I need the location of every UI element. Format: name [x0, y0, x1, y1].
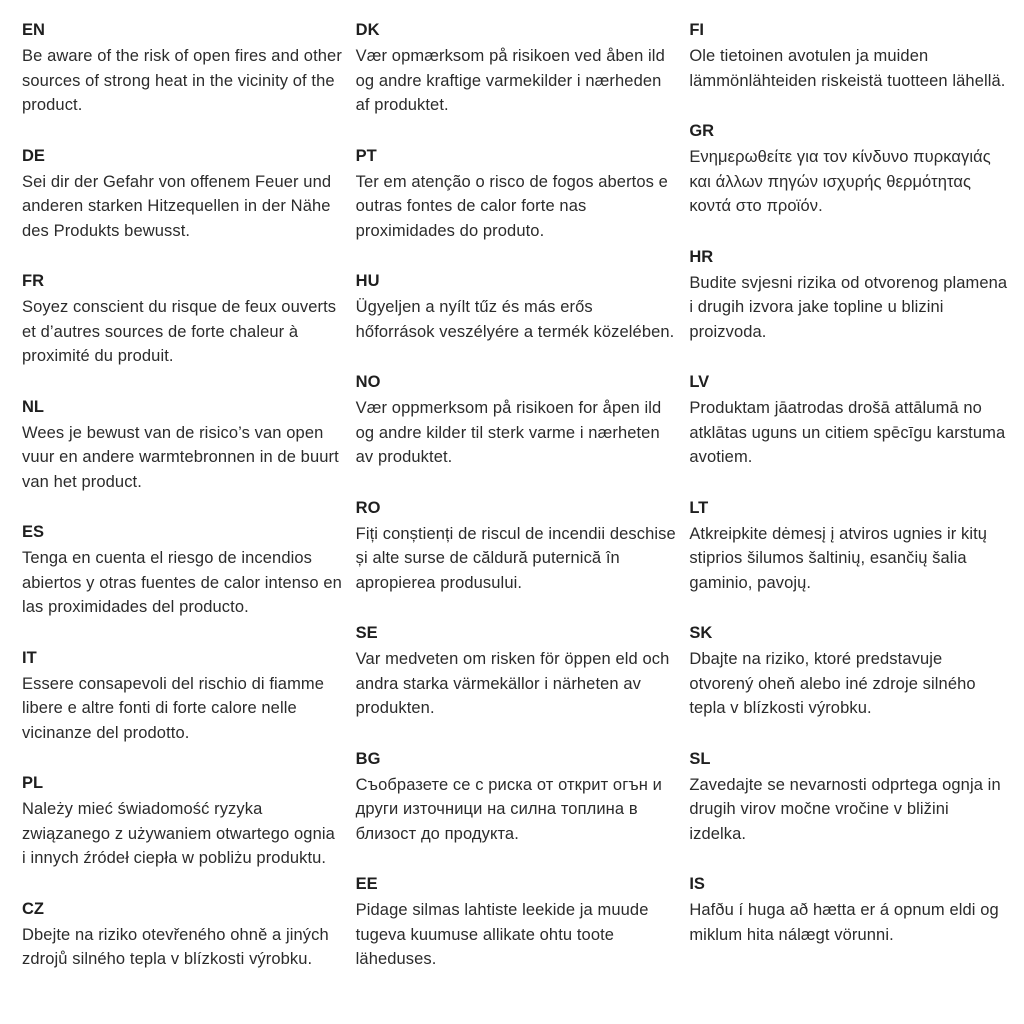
warning-text: Produktam jāatrodas drošā attālumā no atklātas uguns un citiem spēcīgu karstuma avotiem. — [689, 399, 1006, 466]
warning-entry-en — [22, 18, 343, 118]
warning-text: Zavedajte se nevarnosti odprtega ognja in drugih virov močne vročine v bližini izdelka. — [689, 775, 1001, 843]
language-code: LV — [689, 373, 710, 391]
warning-entry-pt — [356, 144, 677, 244]
language-code: DE — [22, 146, 45, 165]
warning-entry-gr — [689, 119, 1010, 219]
language-code: PT — [355, 146, 377, 165]
language-code: CZ — [22, 899, 44, 918]
language-code: SL — [689, 749, 711, 768]
warning-text: Fiți conștienți de riscul de incendii deschise și alte surse de căldură puternică în apropierea produsului. — [355, 524, 676, 592]
warning-text: Atkreipkite dėmesį į atviros ugnies ir kitų stiprios šilumos šaltinių, esančių šalia gaminio, pavojų. — [689, 524, 988, 592]
warning-entry-ee — [356, 872, 677, 972]
language-code: IT — [22, 648, 37, 667]
warning-entry-bg — [356, 747, 677, 847]
language-code: FI — [689, 21, 704, 39]
language-code: SE — [355, 624, 378, 642]
language-code: NO — [355, 373, 381, 391]
language-code: EN — [22, 21, 45, 39]
warning-entry-lt — [689, 496, 1010, 596]
language-code: HR — [689, 247, 714, 266]
language-code: FR — [22, 272, 44, 290]
language-code: RO — [355, 498, 381, 517]
warning-text: Ter em atenção o risco de fogos abertos e outras fontes de calor forte nas proximidades do produto. — [355, 172, 668, 240]
warning-entry-no — [356, 370, 677, 470]
warning-text: Pidage silmas lahtiste leekide ja muude tugeva kuumuse allikate ohtu toote läheduses. — [355, 901, 649, 968]
warning-text: Ενημερωθείτε για τον κίνδυνο πυρκαγιάς και άλλων πηγών ισχυρής θερμότητας κοντά στο προϊόν. — [689, 148, 991, 215]
warning-text: Vær opmærksom på risikoen ved åben ild og andre kraftige varmekilder i nærheden af produktet. — [355, 47, 665, 114]
warning-text: Dbejte na riziko otevřeného ohně a jiných zdrojů silného tepla v blízkosti výrobku. — [22, 925, 329, 968]
warning-entry-lv — [689, 370, 1010, 470]
warning-entry-fi — [689, 18, 1010, 93]
warning-entry-hr — [689, 245, 1010, 345]
warning-entry-fr — [22, 269, 343, 369]
language-code: DK — [355, 21, 380, 39]
column-middle — [356, 18, 677, 998]
warning-text: Sei dir der Gefahr von offenem Feuer und anderen starken Hitzequellen in der Nähe des Produkts bewusst. — [22, 172, 332, 240]
warning-text: Wees je bewust van de risico’s van open vuur en andere warmtebronnen in de buurt van het product. — [22, 423, 339, 491]
warning-entry-is — [689, 872, 1010, 947]
warning-text: Ole tietoinen avotulen ja muiden lämmönlähteiden riskeistä tuotteen lähellä. — [689, 47, 1006, 90]
warning-text: Dbajte na riziko, ktoré predstavuje otvorený oheň alebo iné zdroje silného tepla v blízkosti výrobku. — [689, 650, 976, 717]
language-code: IS — [689, 875, 705, 893]
warning-entry-nl — [22, 395, 343, 495]
warning-text: Vær oppmerksom på risikoen for åpen ild og andre kilder til sterk varme i nærheten av produktet. — [355, 399, 662, 466]
warning-entry-pl — [22, 771, 343, 871]
warning-entry-dk — [356, 18, 677, 118]
warning-entry-de — [22, 144, 343, 244]
warning-text: Съобразете се с риска от открит огън и други източници на силна топлина в близост до продукта. — [355, 775, 662, 843]
warning-text: Be aware of the risk of open fires and other sources of strong heat in the vicinity of the product. — [22, 47, 342, 114]
warning-entry-cz — [22, 897, 343, 972]
language-code: LT — [689, 498, 709, 517]
warning-entry-ro — [356, 496, 677, 596]
warning-text: Hafðu í huga að hætta er á opnum eldi og miklum hita nálægt vörunni. — [689, 901, 999, 944]
column-left — [22, 18, 343, 998]
column-right — [689, 18, 1010, 973]
warning-text: Var medveten om risken för öppen eld och andra starka värmekällor i närheten av produkten. — [355, 650, 670, 717]
language-code: BG — [355, 749, 381, 768]
warning-text: Tenga en cuenta el riesgo de incendios abiertos y otras fuentes de calor intenso en las proximidades del producto. — [22, 549, 342, 616]
warning-entry-es — [22, 520, 343, 620]
warning-entry-se — [356, 621, 677, 721]
warning-text: Budite svjesni rizika od otvorenog plamena i drugih izvora jake topline u blizini proizvoda. — [689, 273, 1008, 341]
warning-entry-sl — [689, 747, 1010, 847]
warning-text: Essere consapevoli del rischio di fiamme libere e altre fonti di forte calore nelle vicinanze del prodotto. — [22, 674, 325, 742]
language-code: HU — [355, 272, 380, 290]
warning-text: Ügyeljen a nyílt tűz és más erős hőforrások veszélyére a termék közelében. — [355, 298, 675, 341]
warning-entry-sk — [689, 621, 1010, 721]
language-code: ES — [22, 523, 45, 541]
warning-entry-hu — [356, 269, 677, 344]
language-code: EE — [355, 875, 378, 893]
language-code: GR — [689, 122, 715, 140]
warning-entry-it — [22, 646, 343, 746]
language-code: NL — [22, 397, 44, 416]
warning-text: Należy mieć świadomość ryzyka związanego z używaniem otwartego ognia i innych źródeł ciepła w pobliżu produktu. — [22, 800, 335, 867]
warning-text: Soyez conscient du risque de feux ouverts et d’autres sources de forte chaleur à proximité du produit. — [22, 298, 337, 365]
language-code: PL — [22, 774, 44, 792]
language-code: SK — [689, 624, 713, 642]
